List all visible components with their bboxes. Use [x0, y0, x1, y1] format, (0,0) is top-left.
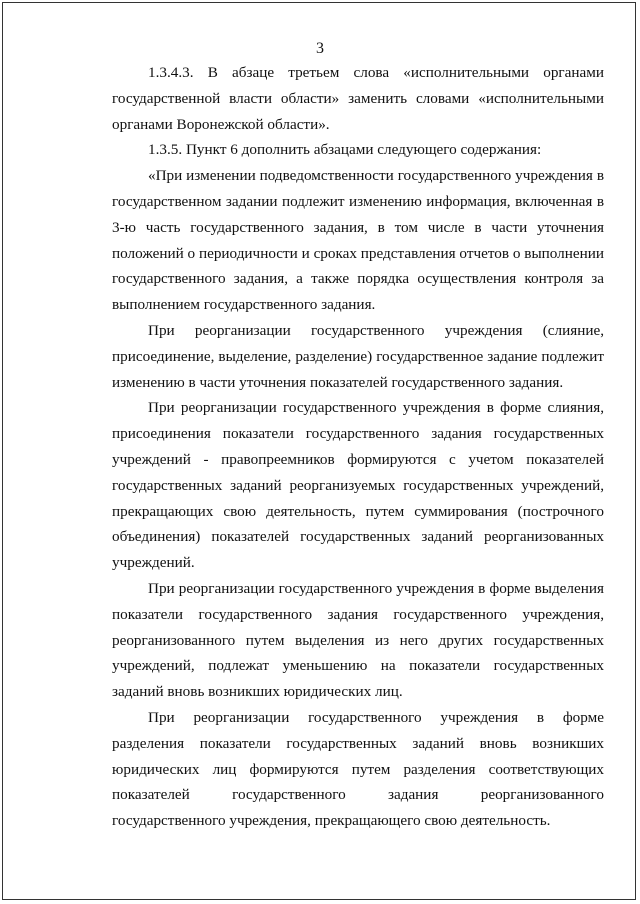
- paragraph-division: При реорганизации государственного учреждения в форме разделения показатели государственных заданий вновь возникших юридических лиц формируются путем разделения соответствующих показателей государственного задания реорганизованного государственного учреждения, прекращающего свою деятельность.: [112, 708, 604, 830]
- paragraph-merger-accession: При реорганизации государственного учреждения в форме слияния, присоединения показатели государственного задания государственных учреждений - правопреемников формируются с учетом показателей государственных заданий реорганизуемых государственных учреждений, прекращающих свою деятельность, путем суммирования (построчного объединения) показателей государственных заданий реорганизованных учреждений.: [112, 399, 604, 572]
- paragraph-reorganization-general: При реорганизации государственного учреждения (слияние, присоединение, выделение, разделение) государственное задание подлежит изменению в части уточнения показателей государственного задания.: [112, 321, 604, 391]
- paragraph-spin-off: При реорганизации государственного учреждения в форме выделения показатели государственного задания государственного учреждения, реорганизованного путем выделения из него других государственных учреждений, подлежат уменьшению на показатели государственных заданий вновь возникших юридических лиц.: [112, 579, 604, 701]
- paragraph-1-3-5: 1.3.5. Пункт 6 дополнить абзацами следующего содержания:: [148, 141, 542, 159]
- paragraph-subordination-change: «При изменении подведомственности государственного учреждения в государственном задании подлежит изменению информация, включенная в 3-ю часть государственного задания, в том числе в части уточнения положений о периодичности и сроках представления отчетов о выполнении государственного задания, а также порядка осуществления контроля за выполнением государственного задания.: [112, 167, 604, 314]
- document-body: [112, 60, 604, 834]
- page-number: 3: [316, 40, 324, 57]
- paragraph-1-3-4-3: 1.3.4.3. В абзаце третьем слова «исполнительными органами государственной власти области» заменить словами «исполнительными органами Воронежской области».: [112, 64, 604, 133]
